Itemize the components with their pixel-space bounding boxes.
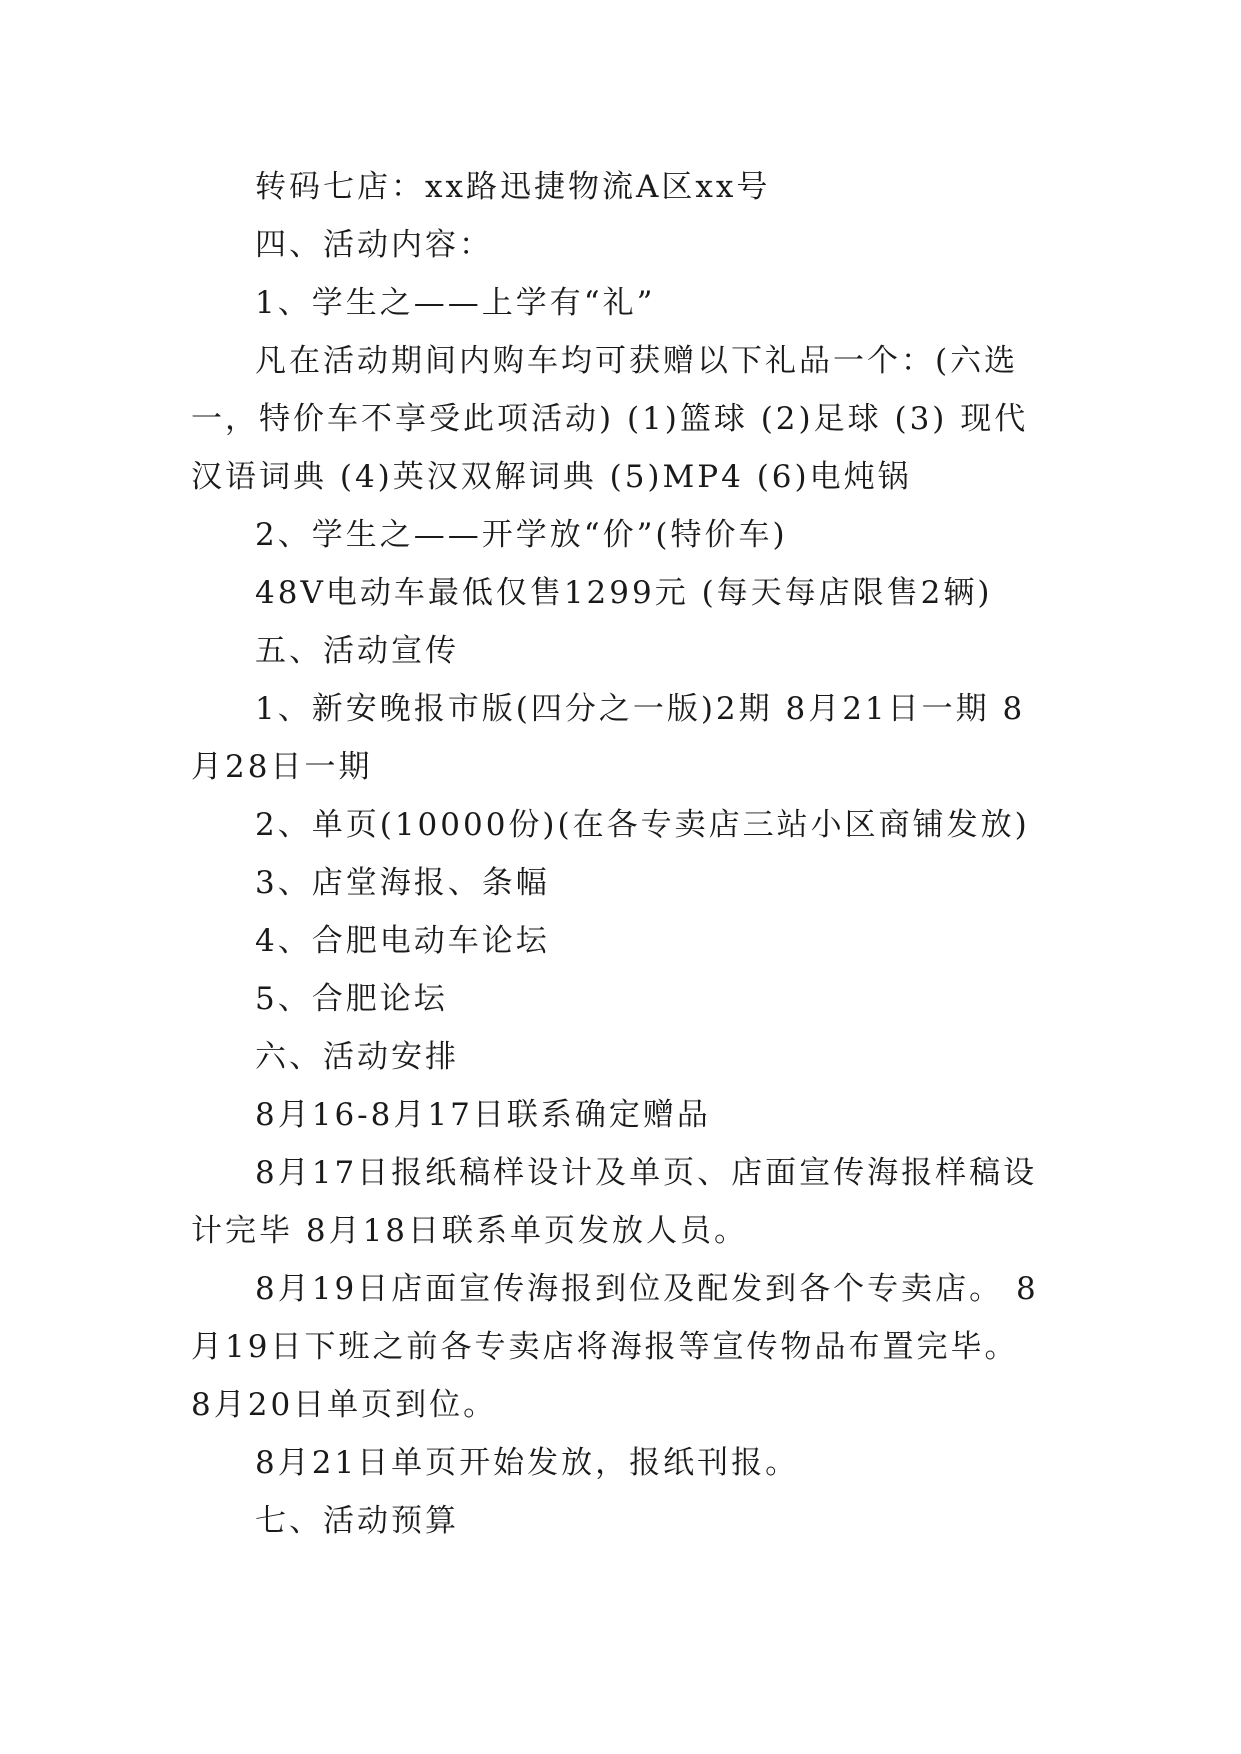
heading-schedule: 六、活动安排 [255,1039,459,1075]
paragraph-schedule-1: 8月16-8月17日联系确定赠品 [255,1097,711,1133]
subheading-discount: 2、学生之——开学放“价”(特价车) [255,517,788,553]
paragraph-schedule-4: 8月21日单页开始发放，报纸刊报。 [255,1445,800,1481]
heading-activity-content: 四、活动内容： [255,227,493,263]
paragraph-store-address: 转码七店：xx路迅捷物流A区xx号 [255,169,771,205]
paragraph-flyers: 2、单页(10000份)(在各专卖店三站小区商铺发放) [255,807,1030,843]
paragraph-schedule-3: 8月19日店面宣传海报到位及配发到各个专卖店。 8月19日下班之前各专卖店将海报等宣传物品布置完毕。 8月20日单页到位。 [191,1271,1039,1423]
paragraph-gift-list: 凡在活动期间内购车均可获赠以下礼品一个：(六选一，特价车不享受此项活动) (1)篮球 (2)足球 (3) 现代汉语词典 (4)英汉双解词典 (5)MP4 (6)电炖锅 [191,343,1029,495]
paragraph-posters: 3、店堂海报、条幅 [255,865,550,901]
paragraph-ebike-forum: 4、合肥电动车论坛 [255,923,550,959]
paragraph-hefei-forum: 5、合肥论坛 [255,981,448,1017]
heading-budget: 七、活动预算 [255,1503,459,1539]
document-body [191,158,1051,1550]
paragraph-newspaper: 1、新安晚报市版(四分之一版)2期 8月21日一期 8月28日一期 [191,691,1026,785]
heading-promotion: 五、活动宣传 [255,633,459,669]
paragraph-discount-price: 48V电动车最低仅售1299元 (每天每店限售2辆) [255,575,993,611]
subheading-gift: 1、学生之——上学有“礼” [255,285,656,321]
paragraph-schedule-2: 8月17日报纸稿样设计及单页、店面宣传海报样稿设计完毕 8月18日联系单页发放人员。 [191,1155,1038,1249]
